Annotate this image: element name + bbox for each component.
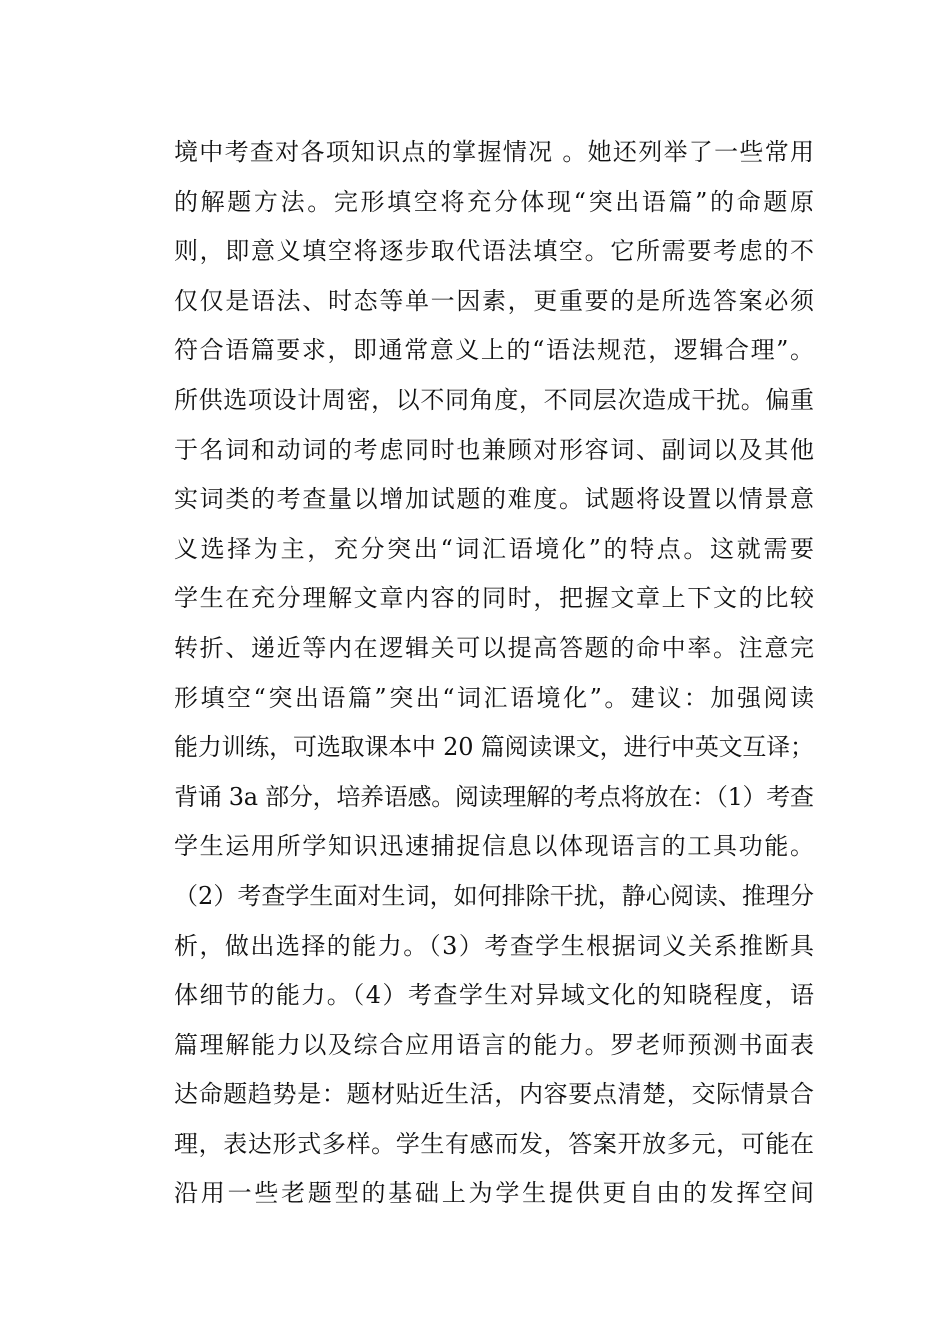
text-line: 符合语篇要求，即通常意义上的“语法规范，逻辑合理”。 bbox=[174, 336, 816, 365]
text-line: 的解题方法。完形填空将充分体现“突出语篇”的命题原 bbox=[174, 187, 817, 216]
body-text bbox=[174, 128, 817, 1219]
text-line: （2）考查学生面对生词，如何排除干扰，静心阅读、推理分 bbox=[174, 881, 815, 910]
text-line: 转折、递近等内在逻辑关可以提高答题的命中率。注意完 bbox=[174, 633, 816, 662]
text-line: 学生运用所学知识迅速捕捉信息以体现语言的工具功能。 bbox=[174, 832, 816, 861]
text-line: 则，即意义填空将逐步取代语法填空。它所需要考虑的不 bbox=[174, 237, 816, 266]
text-line: 篇理解能力以及综合应用语言的能力。罗老师预测书面表 bbox=[174, 1030, 816, 1059]
text-line: 能力训练，可选取课本中 20 篇阅读课文，进行中英文互译； bbox=[174, 733, 814, 762]
text-line: 体细节的能力。（4）考查学生对异域文化的知晓程度，语 bbox=[174, 981, 816, 1010]
text-line: 背诵 3a 部分，培养语感。阅读理解的考点将放在：（1）考查 bbox=[174, 782, 814, 811]
text-line: 析，做出选择的能力。（3）考查学生根据词义关系推断具 bbox=[174, 931, 816, 960]
text-line: 达命题趋势是：题材贴近生活，内容要点清楚，交际情景合 bbox=[174, 1080, 815, 1109]
text-line: 仅仅是语法、时态等单一因素，更重要的是所选答案必须 bbox=[174, 286, 816, 315]
text-line: 于名词和动词的考虑同时也兼顾对形容词、副词以及其他 bbox=[174, 435, 816, 464]
text-line: 理，表达形式多样。学生有感而发，答案开放多元，可能在 bbox=[174, 1129, 815, 1158]
text-line: 所供选项设计周密，以不同角度，不同层次造成干扰。偏重 bbox=[174, 385, 815, 414]
text-line: 境中考查对各项知识点的掌握情况 。她还列举了一些常用 bbox=[174, 138, 816, 166]
text-line: 学生在充分理解文章内容的同时，把握文章上下文的比较 bbox=[174, 584, 816, 613]
text-line: 形填空“突出语篇”突出“词汇语境化”。建议：加强阅读 bbox=[174, 683, 817, 712]
text-line: 沿用一些老题型的基础上为学生提供更自由的发挥空间 bbox=[174, 1179, 817, 1208]
text-line: 实词类的考查量以增加试题的难度。试题将设置以情景意 bbox=[174, 485, 816, 514]
text-line: 义选择为主，充分突出“词汇语境化”的特点。这就需要 bbox=[174, 534, 817, 563]
